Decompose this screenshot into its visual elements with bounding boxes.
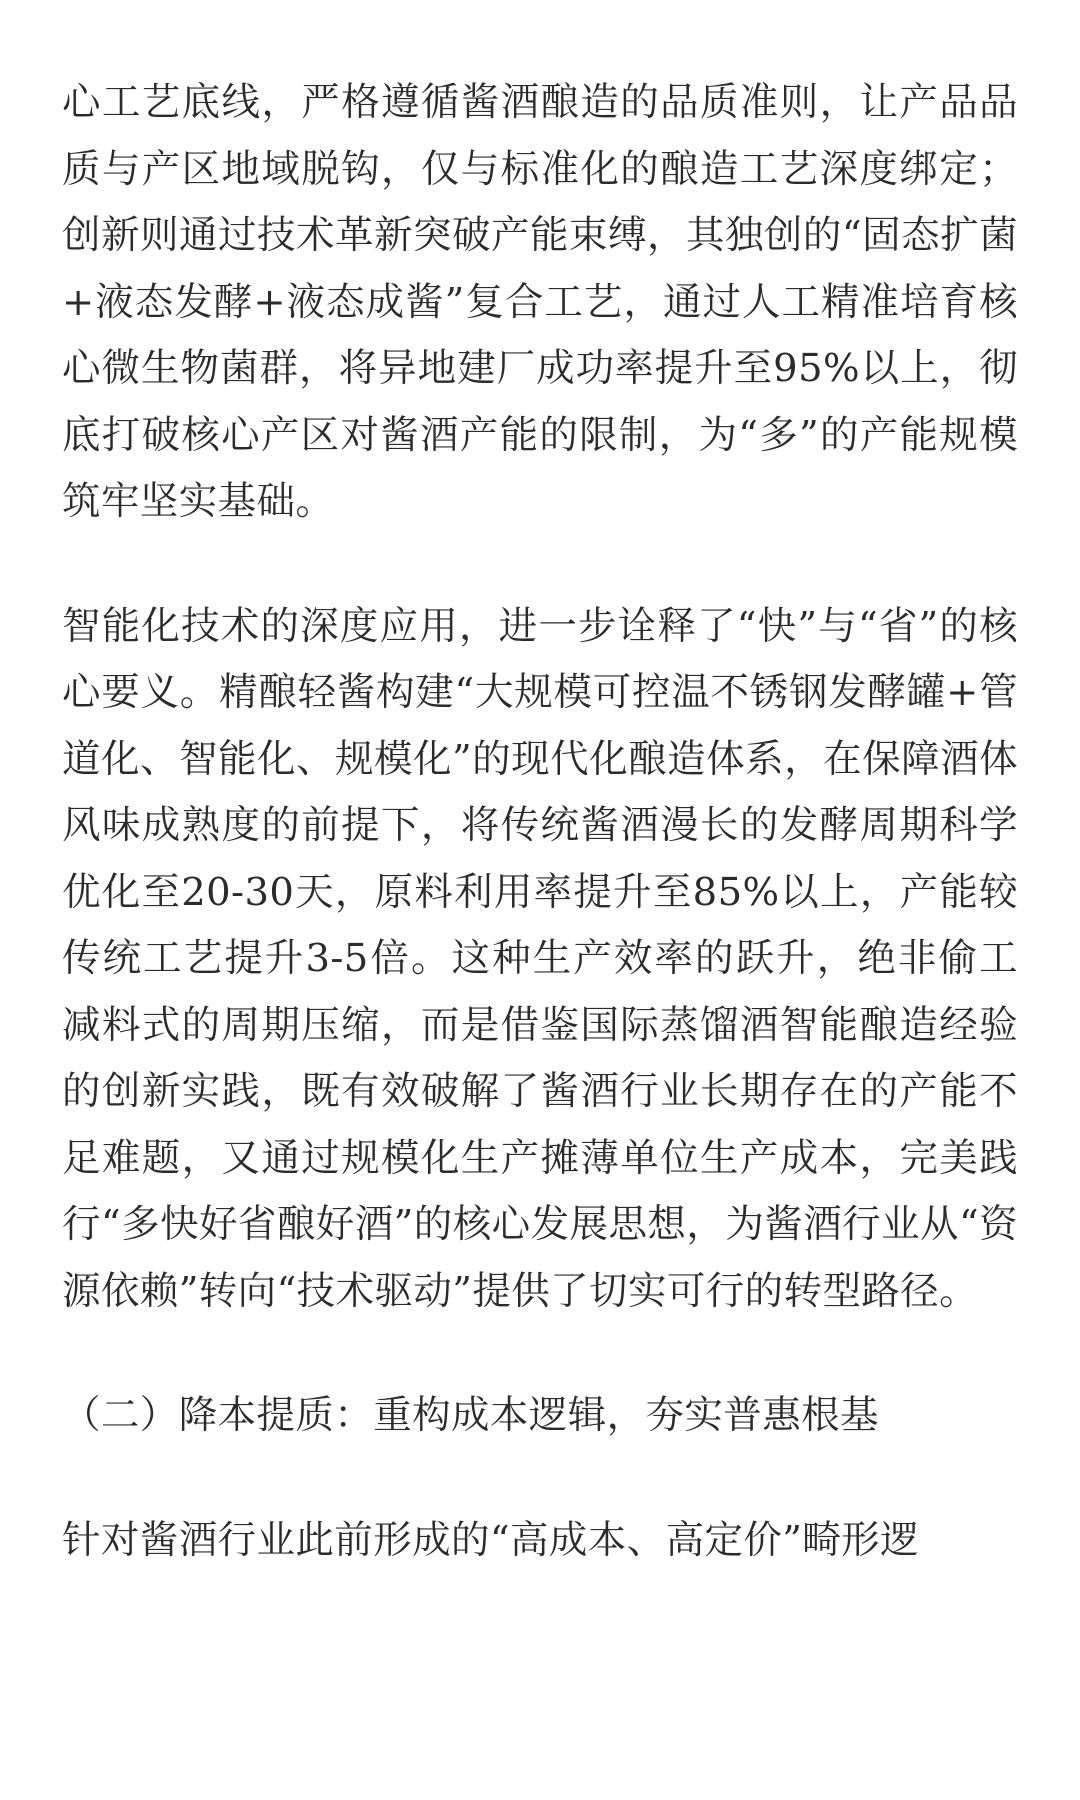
section-heading: （二）降本提质：重构成本逻辑，夯实普惠根基 (62, 1393, 879, 1438)
paragraph-craft-standard: 心工艺底线，严格遵循酱酒酿造的品质准则，让产品品质与产区地域脱钩，仅与标准化的酿造工艺深度绑定；创新则通过技术革新突破产能束缚，其独创的“固态扩菌+液态发酵+液态成酱”复合工艺，通过人工精准培育核心微生物菌群，将异地建厂成功率提升至95%以上，彻底打破核心产区对酱酒产能的限制，为“多”的产能规模筑牢坚实基础。 (62, 80, 1018, 524)
paragraph-smart-technology: 智能化技术的深度应用，进一步诠释了“快”与“省”的核心要义。精酿轻酱构建“大规模可控温不锈钢发酵罐+管道化、智能化、规模化”的现代化酿造体系，在保障酒体风味成熟度的前提下，将传统酱酒漫长的发酵周期科学优化至20-30天，原料利用率提升至85%以上，产能较传统工艺提升3-5倍。这种生产效率的跃升，绝非偷工减料式的周期压缩，而是借鉴国际蒸馏酒智能酿造经验的创新实践，既有效破解了酱酒行业长期存在的产能不足难题，又通过规模化生产摊薄单位生产成本，完美践行“多快好省酿好酒”的核心发展思想，为酱酒行业从“资源依赖”转向“技术驱动”提供了切实可行的转型路径。 (62, 603, 1018, 1314)
article-body (62, 70, 1018, 1574)
paragraph-cost-intro: 针对酱酒行业此前形成的“高成本、高定价”畸形逻 (62, 1517, 920, 1563)
